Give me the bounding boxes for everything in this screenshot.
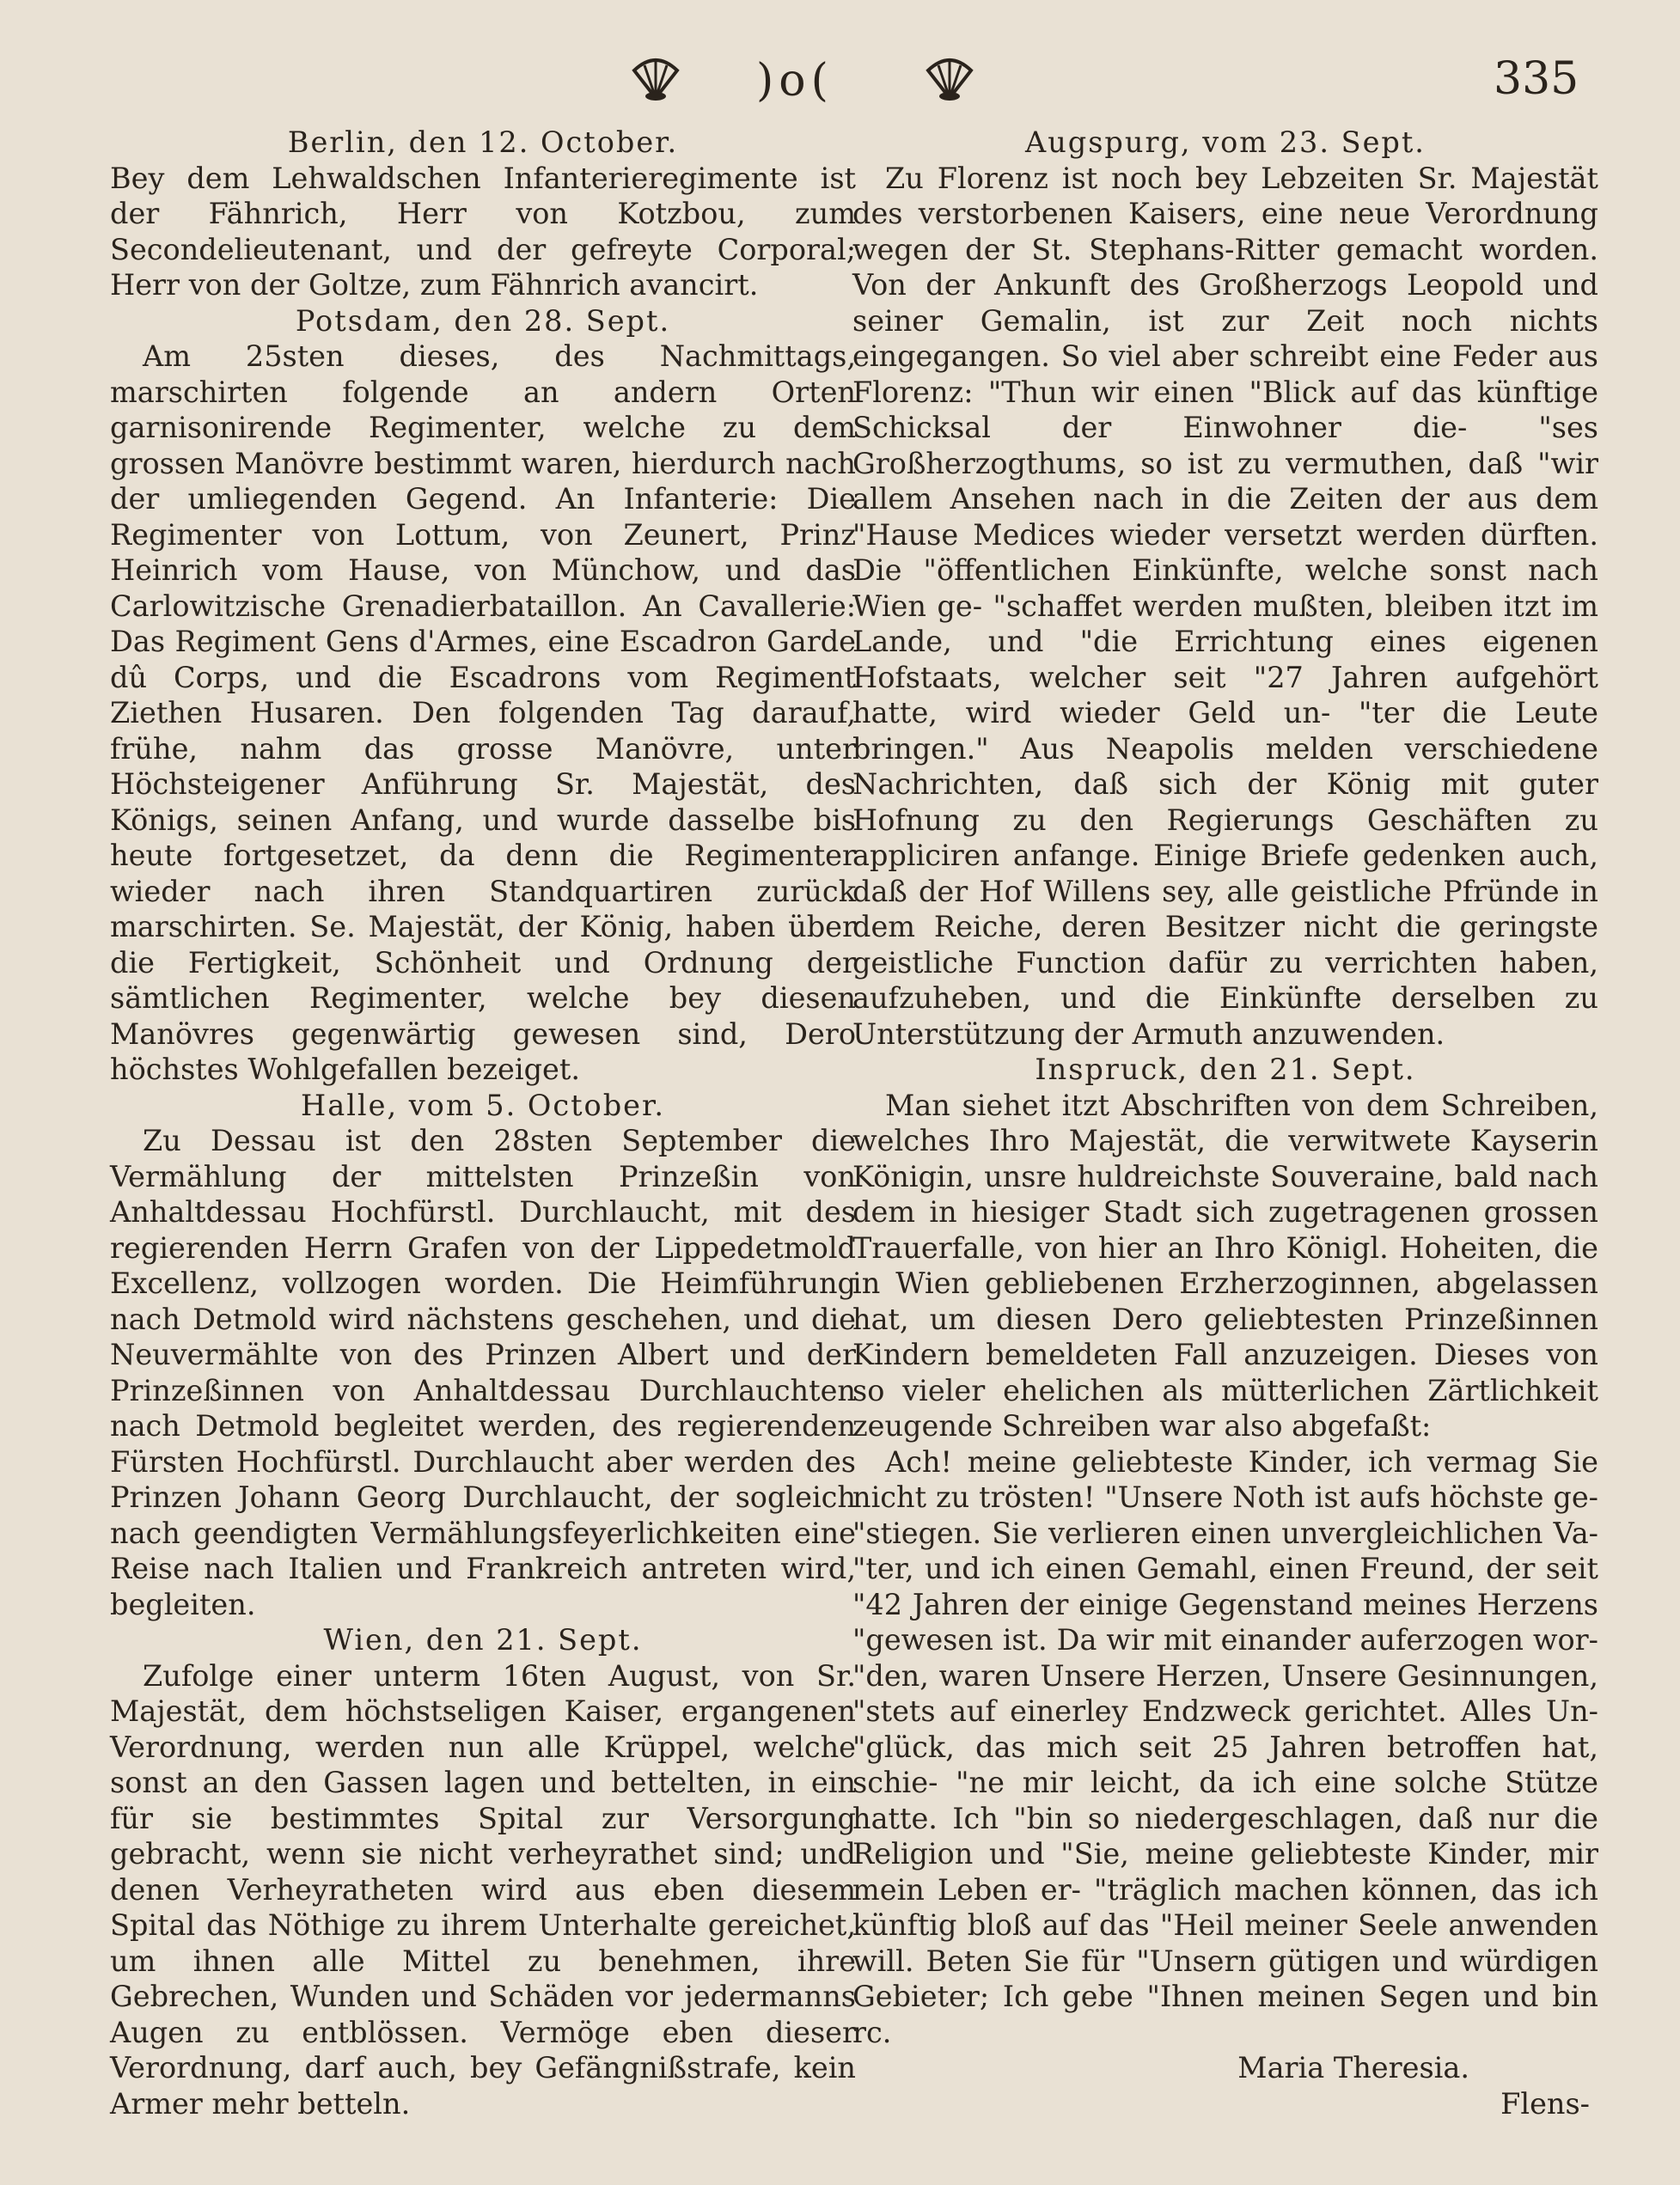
dateline-potsdam: Potsdam, den 28. Sept. [295, 303, 671, 338]
page-number: 335 [1494, 53, 1579, 105]
shell-ornament-icon [626, 53, 686, 103]
catchword: Flens- [1500, 2086, 1590, 2121]
left-column [110, 125, 856, 2121]
article-halle: Zu Dessau ist den 28sten September die Vermählung der mittelsten Prinzeßin von Anhaltdessau Hochfürstl. Durchlaucht, mit des regierenden Herrn Grafen von der Lippedetmold Excellenz, vollzogen worden. Die Heimführung nach Detmold wird nächstens geschehen, und die Neuvermählte von des Prinzen Albert und der Prinzeßinnen von Anhaltdessau Durchlauchten nach Detmold begleitet werden, des regierenden Fürsten Hochfürstl. Durchlaucht aber werden des Prinzen Johann Georg Durchlaucht, der sogleich nach geendigten Vermählungsfeyerlichkeiten eine Reise nach Italien und Frankreich antreten wird, begleiten. [110, 1124, 856, 1621]
article-potsdam: Am 25sten dieses, des Nachmittags, marschirten folgende an andern Orten garnisonirende Regimenter, welche zu dem grossen Manövre bestimmt waren, hierdurch nach der umliegenden Gegend. An Infanterie: Die Regimenter von Lottum, von Zeunert, Prinz Heinrich vom Hause, von Münchow, und das Carlowitzische Grenadierbataillon. An Cavallerie: Das Regiment Gens d'Armes, eine Escadron Garde dû Corps, und die Escadrons vom Regiment Ziethen Husaren. Den folgenden Tag darauf, frühe, nahm das grosse Manövre, unter Höchsteigener Anführung Sr. Majestät, des Königs, seinen Anfang, und wurde dasselbe bis heute fortgesetzet, da denn die Regimenter wieder nach ihren Standquartiren zurück marschirten. Se. Majestät, der König, haben über die Fertigkeit, Schönheit und Ordnung der sämtlichen Regimenter, welche bey diesen Manövres gegenwärtig gewesen sind, Dero höchstes Wohlgefallen bezeiget. [110, 339, 856, 1086]
dateline-halle: Halle, vom 5. October. [301, 1088, 665, 1122]
page-header [0, 53, 1680, 113]
dateline-inspruck: Inspruck, den 21. Sept. [1035, 1053, 1416, 1086]
dateline-augspurg: Augspurg, vom 23. Sept. [1025, 125, 1426, 159]
article-berlin: Bey dem Lehwaldschen Infanterieregimente ist der Fähnrich, Herr von Kotzbou, zum Secondelieutenant, und der gefreyte Corporal; Herr von der Goltze, zum Fähnrich avancirt. [110, 161, 856, 302]
dateline-berlin: Berlin, den 12. October. [287, 125, 679, 159]
center-mark: )o( [756, 55, 834, 107]
dateline-wien: Wien, den 21. Sept. [323, 1623, 643, 1657]
letter-text: Ach! meine geliebteste Kinder, ich vermag Sie nicht zu trösten! "Unsere Noth ist aufs höchste ge- "stiegen. Sie verlieren einen unvergleichlichen Va- "ter, und ich einen Gemahl, einen Freund, der seit "42 Jahren der einige Gegenstand meines Herzens "gewesen ist. Da wir mit einander auferzogen wor- "den, waren Unsere Herzen, Unsere Gesinnungen, "stets auf einerley Endzweck gerichtet. Alles Un- "glück, das mich seit 25 Jahren betroffen hat, schie- "ne mir leicht, da ich eine solche Stütze hatte. Ich "bin so niedergeschlagen, daß nur die Religion und "Sie, meine geliebteste Kinder, mir mein Leben er- "träglich machen können, das ich künftig bloß auf das "Heil meiner Seele anwenden will. Beten Sie für "Unsern gütigen und würdigen Gebieter; Ich gebe "Ihnen meinen Segen und bin rc. [852, 1444, 1598, 2049]
article-augspurg: Zu Florenz ist noch bey Lebzeiten Sr. Majestät des verstorbenen Kaisers, eine neue Verordnung wegen der St. Stephans-Ritter gemacht worden. Von der Ankunft des Großherzogs Leopold und seiner Gemalin, ist zur Zeit noch nichts eingegangen. So viel aber schreibt eine Feder aus Florenz: "Thun wir einen "Blick auf das künftige Schicksal der Einwohner die- "ses Großherzogthums, so ist zu vermuthen, daß "wir allem Ansehen nach in die Zeiten der aus dem "Hause Medices wieder versetzt werden dürften. Die "öffentlichen Einkünfte, welche sonst nach Wien ge- "schaffet werden mußten, bleiben itzt im Lande, und "die Errichtung eines eigenen Hofstaats, welcher seit "27 Jahren aufgehört hatte, wird wieder Geld un- "ter die Leute bringen." Aus Neapolis melden verschiedene Nachrichten, daß sich der König mit guter Hofnung zu den Regierungs Geschäften zu appliciren anfange. Einige Briefe gedenken auch, daß der Hof Willens sey, alle geistliche Pfründe in dem Reiche, deren Besitzer nicht die geringste geistliche Function dafür zu verrichten haben, aufzuheben, und die Einkünfte derselben zu Unterstützung der Armuth anzuwenden. [852, 161, 1598, 1051]
article-inspruck: Man siehet itzt Abschriften von dem Schreiben, welches Ihro Majestät, die verwitwete Kayserin Königin, unsre huldreichste Souveraine, bald nach dem in hiesiger Stadt sich zugetragenen grossen Trauerfalle, von hier an Ihro Königl. Hoheiten, die in Wien gebliebenen Erzherzoginnen, abgelassen hat, um diesen Dero geliebtesten Prinzeßinnen Kindern bemeldeten Fall anzuzeigen. Dieses von so vieler ehelichen als mütterlichen Zärtlichkeit zeugende Schreiben war also abgefaßt: [852, 1088, 1598, 1443]
shell-ornament-icon [919, 53, 980, 103]
right-column [852, 125, 1598, 2121]
signature: Maria Theresia. [1237, 2051, 1469, 2084]
article-wien: Zufolge einer unterm 16ten August, von Sr. Majestät, dem höchstseligen Kaiser, ergangenen Verordnung, werden nun alle Krüppel, welche sonst an den Gassen lagen und bettelten, in ein für sie bestimmtes Spital zur Versorgung gebracht, wenn sie nicht verheyrathet sind; und denen Verheyratheten wird aus eben diesem Spital das Nöthige zu ihrem Unterhalte gereichet, um ihnen alle Mittel zu benehmen, ihre Gebrechen, Wunden und Schäden vor jedermanns Augen zu entblössen. Vermöge eben dieser Verordnung, darf auch, bey Gefängnißstrafe, kein Armer mehr betteln. [110, 1658, 856, 2121]
